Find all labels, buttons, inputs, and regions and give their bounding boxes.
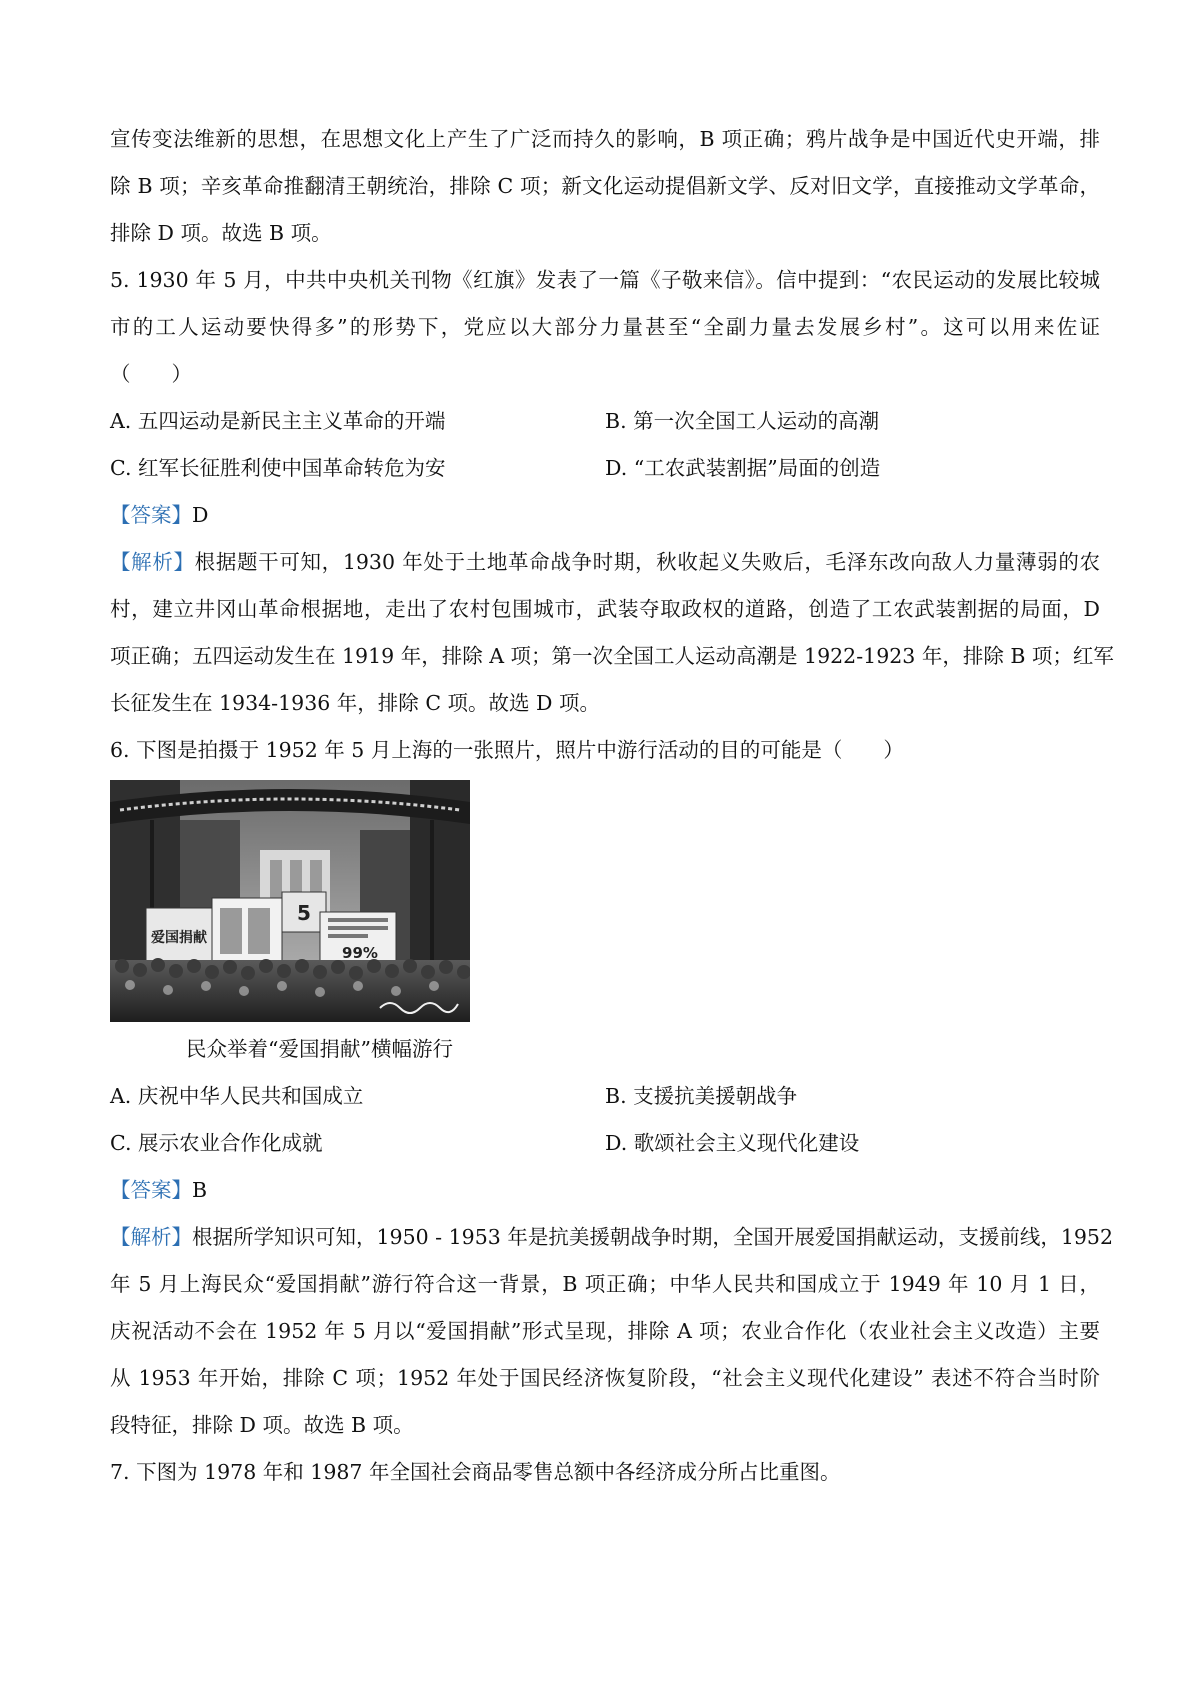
answer-tag: 【答案】 xyxy=(110,1178,192,1202)
option-a: A. 庆祝中华人民共和国成立 xyxy=(110,1084,364,1108)
option-a: A. 五四运动是新民主主义革命的开端 xyxy=(110,409,446,433)
photo-banner-text: 爱国捐献 xyxy=(151,930,207,946)
question-stem: 7. 下图为 1978 年和 1987 年全国社会商品零售总额中各经济成分所占比重图。 xyxy=(110,1460,841,1484)
option-b: B. 支援抗美援朝战争 xyxy=(605,1084,798,1108)
answer-line xyxy=(110,1167,1100,1214)
answer-value: D xyxy=(192,503,209,527)
photo-caption: 民众举着“爱国捐献”横幅游行 xyxy=(186,1037,453,1061)
question-stem: 6. 下图是拍摄于 1952 年 5 月上海的一张照片，照片中游行活动的目的可能是（ ） xyxy=(110,738,904,762)
photo-number: 5 xyxy=(297,901,311,925)
question-stem-line: 市的工人运动要快得多”的形势下，党应以大部分力量甚至“全副力量去发展乡村”。这可以用来佐证 xyxy=(110,315,1100,339)
answer-line xyxy=(110,492,1100,539)
question-7 xyxy=(110,1449,1100,1496)
analysis-line: 庆祝活动不会在 1952 年 5 月以“爱国捐献”形式呈现，排除 A 项；农业合作化（农业社会主义改造）主要 xyxy=(110,1319,1100,1343)
document-page xyxy=(110,116,1114,1496)
question-stem-line: （ ） xyxy=(110,362,192,386)
option-d: D. “工农武装割据”局面的创造 xyxy=(605,456,881,480)
question-stem-line: 5. 1930 年 5 月，中共中央机关刊物《红旗》发表了一篇《子敬来信》。信中提到：“农民运动的发展比较城 xyxy=(110,268,1100,292)
analysis-line: 年 5 月上海民众“爱国捐献”游行符合这一背景，B 项正确；中华人民共和国成立于 1949 年 10 月 1 日， xyxy=(110,1272,1100,1296)
text-line: 宣传变法维新的思想，在思想文化上产生了广泛而持久的影响，B 项正确；鸦片战争是中国近代史开端，排 xyxy=(110,127,1100,151)
analysis-text: 根据题干可知，1930 年处于土地革命战争时期，秋收起义失败后，毛泽东改向敌人力量薄弱的农 xyxy=(194,550,1101,574)
q4-analysis-tail xyxy=(110,116,1100,257)
analysis-text: 根据所学知识可知，1950 - 1953 年是抗美援朝战争时期，全国开展爱国捐献运动，支援前线，1952 xyxy=(192,1225,1113,1249)
answer-tag: 【答案】 xyxy=(110,503,192,527)
text-line: 除 B 项；辛亥革命推翻清王朝统治，排除 C 项；新文化运动提倡新文学、反对旧文学，直接推动文学革命， xyxy=(110,174,1100,198)
option-c: C. 红军长征胜利使中国革命转危为安 xyxy=(110,456,446,480)
options xyxy=(110,1073,1100,1167)
text-line: 排除 D 项。故选 B 项。 xyxy=(110,221,332,245)
analysis-tag: 【解析】 xyxy=(110,1225,192,1249)
question-5 xyxy=(110,257,1114,727)
parade-photo xyxy=(110,780,470,1022)
option-c: C. 展示农业合作化成就 xyxy=(110,1131,323,1155)
question-6 xyxy=(110,727,1113,1449)
analysis-line: 段特征，排除 D 项。故选 B 项。 xyxy=(110,1413,414,1437)
analysis-line: 项正确；五四运动发生在 1919 年，排除 A 项；第一次全国工人运动高潮是 1922-1923 年，排除 B 项；红军 xyxy=(110,644,1114,668)
analysis-line: 长征发生在 1934-1936 年，排除 C 项。故选 D 项。 xyxy=(110,691,600,715)
photo-figure xyxy=(110,780,470,1073)
analysis-line xyxy=(110,1214,1113,1261)
option-b: B. 第一次全国工人运动的高潮 xyxy=(605,409,880,433)
analysis-line: 从 1953 年开始，排除 C 项；1952 年处于国民经济恢复阶段，“社会主义现代化建设” 表述不符合当时阶 xyxy=(110,1366,1100,1390)
analysis-line xyxy=(110,539,1100,586)
option-d: D. 歌颂社会主义现代化建设 xyxy=(605,1131,860,1155)
photo-percent: 99% xyxy=(342,944,378,962)
analysis-line: 村，建立井冈山革命根据地，走出了农村包围城市，武装夺取政权的道路，创造了工农武装割据的局面，D xyxy=(110,597,1100,621)
analysis-tag: 【解析】 xyxy=(110,550,195,574)
answer-value: B xyxy=(192,1178,208,1202)
options xyxy=(110,398,1100,492)
